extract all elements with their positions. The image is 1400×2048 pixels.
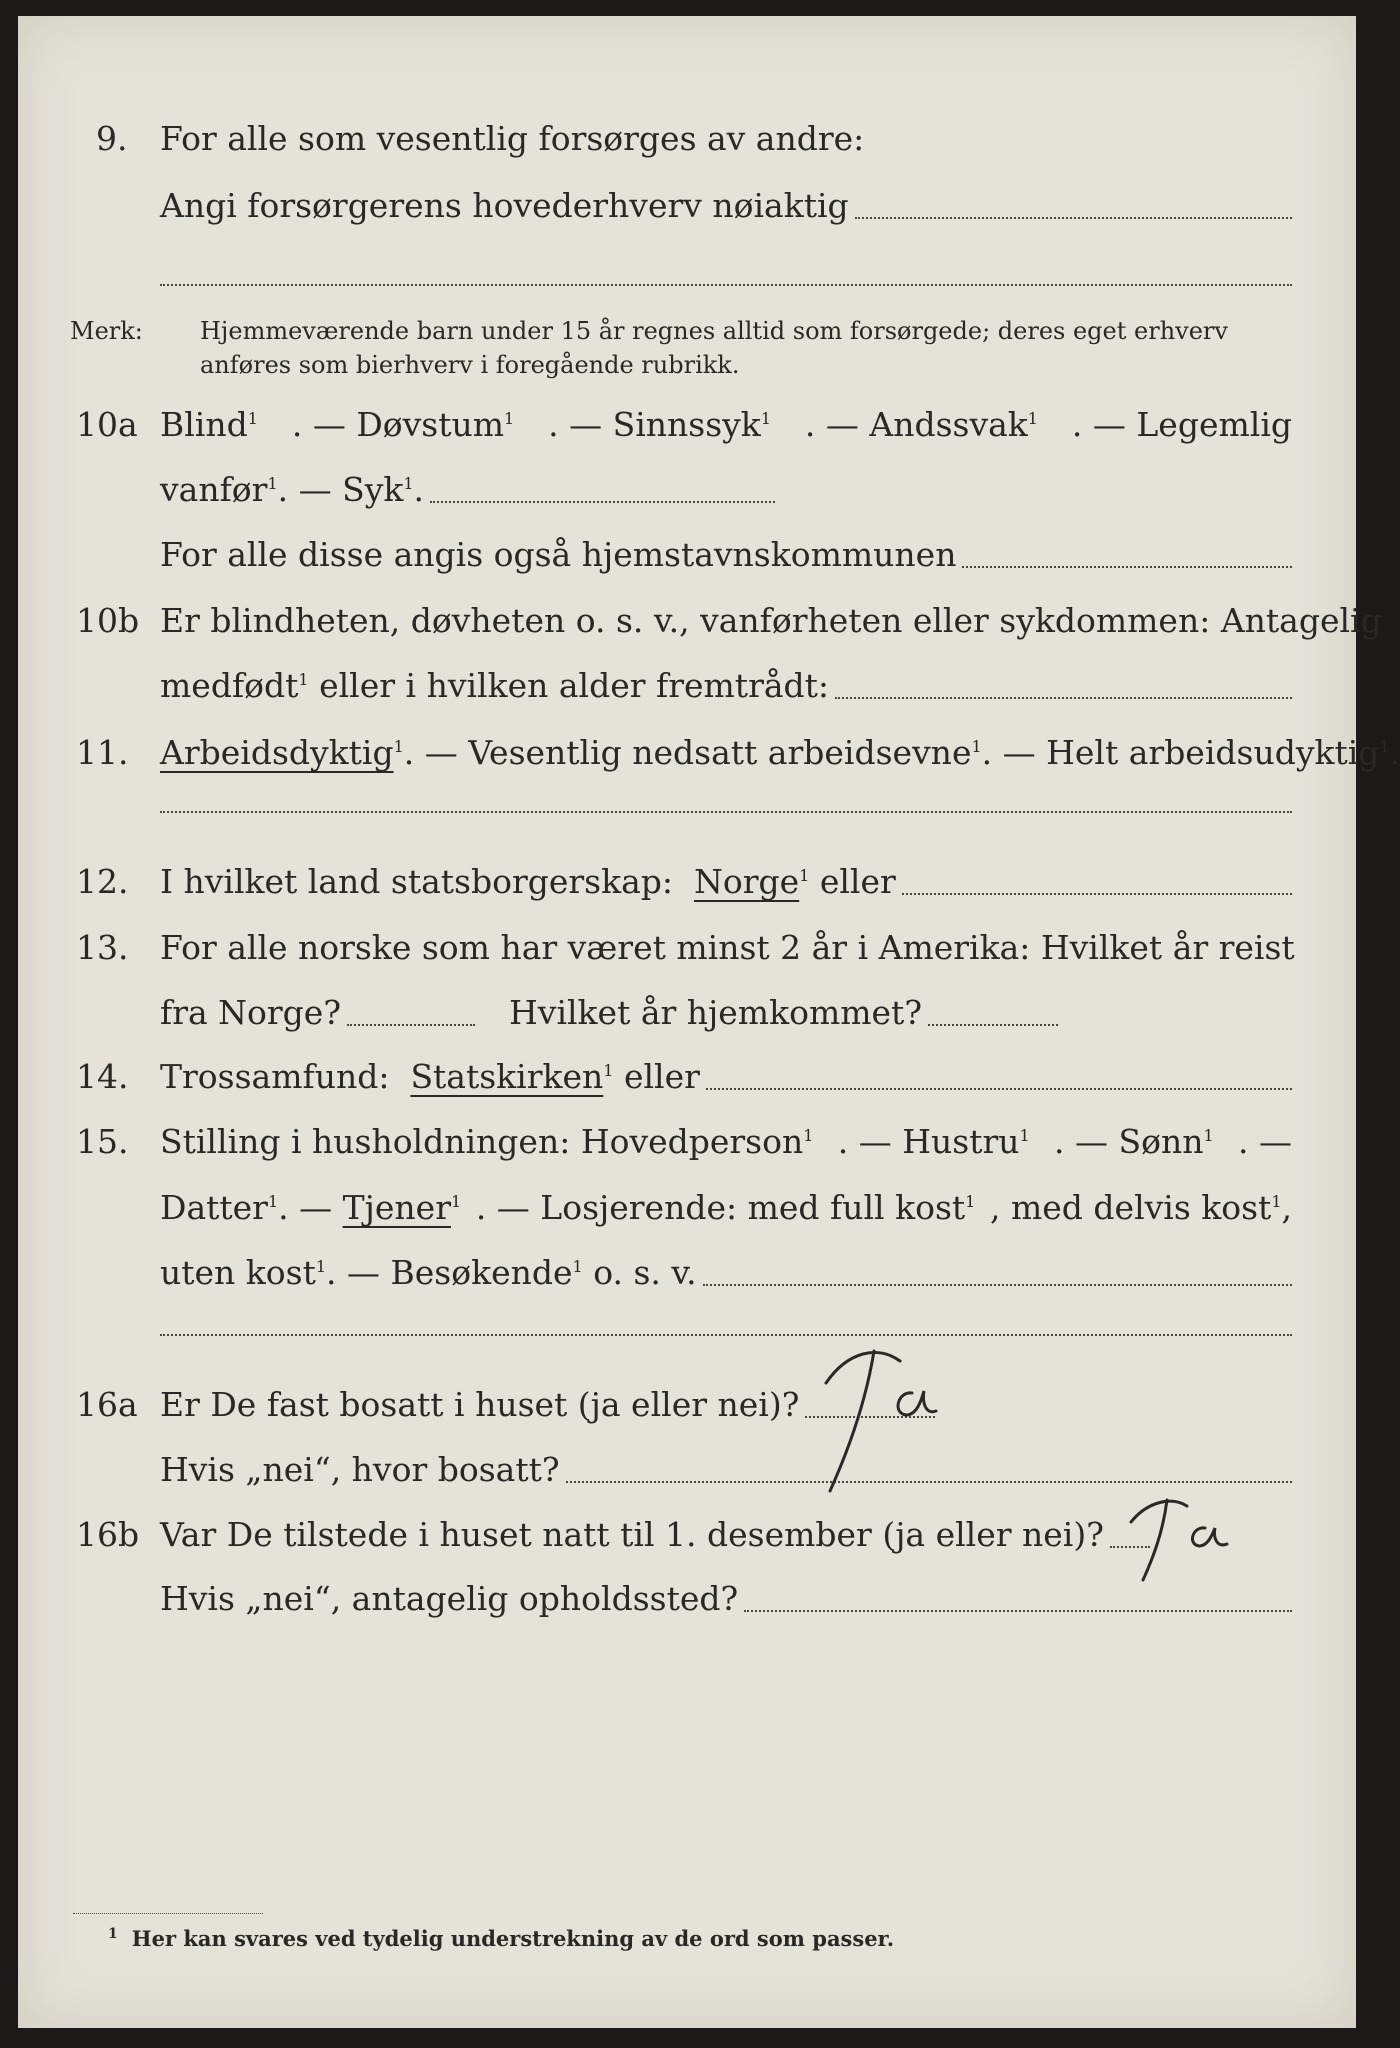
option-uten-kost: uten kost$^1$ [160,1253,327,1292]
footnote-mark: 1 [108,1926,118,1942]
q10b-line2 [18,661,1356,711]
q10b-onset-label: medfødt$^1$ eller i hvilken alder fremtrådt: [160,666,830,705]
q16b-whereabouts-label: Hvis „nei“, antagelig opholdssted? [160,1579,739,1618]
q16a-residence-label: Hvis „nei“, hvor bosatt? [160,1450,560,1489]
q15-line3 [18,1248,1356,1298]
answer-norge-underlined[interactable]: Norge [694,862,800,901]
q12-number: 12. [76,862,129,901]
handwritten-answer-ja-16a [808,1331,988,1511]
merk-line1: Hjemmeværende barn under 15 år regnes alltid som forsørgede; deres eget erhverv [200,317,1228,345]
home-municipality-label: For alle disse angis også hjemstavnskommunen [160,535,957,574]
q10a-line3 [18,530,1356,580]
q10a-line2 [18,465,1356,515]
q13-row [18,923,1356,973]
q10a-syk-answer-line[interactable] [430,501,775,503]
option-delvis-kost: , med delvis kost$^1$, [990,1188,1292,1227]
q13-text: For alle norske som har været minst 2 år i Amerika: Hvilket år reist [160,928,1295,967]
q14-answer-line[interactable] [706,1088,1292,1090]
q10b-text: Er blindheten, døvheten o. s. v., vanførheten eller sykdommen: Antagelig [160,601,1382,640]
q16a-number: 16a [76,1385,138,1424]
q9-text: For alle som vesentlig forsørges av andre: [160,119,865,158]
q10b-answer-line[interactable] [835,697,1292,699]
q14-label: Trossamfund: [160,1057,390,1096]
option-arbeidsudyktig: . — Helt arbeidsudyktig [981,733,1380,772]
q12-label: I hvilket land statsborgerskap: [160,862,674,901]
q11-row: 11. Arbeidsdyktig$^1$. — Vesentlig nedsatt arbeidsevne$^1$. — Helt arbeidsudyktig$^1$. [18,728,1356,778]
q13-number: 13. [76,928,129,967]
option-sonn: . — Sønn$^1$ [1054,1122,1214,1161]
option-hovedperson: Stilling i husholdningen: Hovedperson$^1$ [160,1122,814,1161]
answer-statskirken-underlined[interactable]: Statskirken [410,1057,604,1096]
option-datter: Datter$^1$. — Tjener$^1$ [160,1188,462,1227]
q9-answer-line[interactable] [855,217,1292,219]
option-sinnssyk: . — Sinnssyk$^1$ [548,405,771,444]
q9-number: 9. [96,119,128,158]
q15-number: 15. [76,1122,129,1161]
q13-return-answer-line[interactable] [928,1024,1058,1026]
merk-label: Merk: [70,317,143,345]
option-dovstum: . — Døvstum$^1$ [291,405,515,444]
q15-line2 [18,1183,1356,1233]
option-tjener-underlined[interactable]: Tjener [342,1188,451,1227]
q9-provider-occupation-label: Angi forsørgerens hovederhverv nøiaktig [160,186,849,225]
q12-row: 12. I hvilket land statsborgerskap: Norge$^1$ eller [18,857,1356,907]
handwritten-answer-ja-16b [1123,1488,1263,1588]
q9-row [18,114,1356,164]
footnote-rule [73,1913,263,1914]
option-legemlig: . — Legemlig [1071,405,1292,444]
q13-return-label: Hvilket år hjemkommet? [509,993,923,1032]
option-syk: . — Syk$^1$. [277,470,425,509]
merk-line2: anføres som bierhverv i foregående rubrikk. [200,351,740,379]
option-blind: Blind$^1$ [160,405,258,444]
q16a-label: Er De fast bosatt i huset (ja eller nei)? [160,1385,800,1424]
q16a-row [18,1380,1356,1430]
q10b-number: 10b [76,601,140,640]
option-besokende: . — Besøkende$^1$ o. s. v. [326,1253,697,1292]
q10a-row [18,400,1356,450]
option-vanfor: vanfør$^1$ [160,470,278,509]
q14-number: 14. [76,1057,129,1096]
q11-number: 11. [76,733,129,772]
q12-answer-line[interactable] [902,893,1292,895]
q13-line2 [18,988,1356,1038]
option-losjerende-full-kost: . — Losjerende: med full kost$^1$ [475,1188,976,1227]
q15-extra-answer-line[interactable] [160,1334,1292,1336]
q16b-number: 16b [76,1515,140,1554]
q14-row: 14. Trossamfund: Statskirken$^1$ eller [18,1052,1356,1102]
census-form-page [18,16,1400,2028]
option-nedsatt-arbeidsevne: . — Vesentlig nedsatt arbeidsevne [403,733,972,772]
q16b-whereabouts-answer-line[interactable] [744,1610,1292,1612]
q10a-number: 10a [76,405,138,444]
footnote-text: Her kan svares ved tydelig understrekning av de ord som passer. [131,1926,895,1951]
q16b-label: Var De tilstede i huset natt til 1. desember (ja eller nei)? [160,1515,1104,1554]
option-hustru: . — Hustru$^1$ [837,1122,1030,1161]
q15-answer-line[interactable] [703,1284,1292,1286]
q13-departure-answer-line[interactable] [347,1024,475,1026]
q13-departure-label: fra Norge? [160,993,342,1032]
home-municipality-answer-line[interactable] [962,566,1292,568]
option-arbeidsdyktig-underlined[interactable]: Arbeidsdyktig [160,733,394,772]
option-andssvak: . — Andssvak$^1$ [804,405,1038,444]
q15-row: 15. Stilling i husholdningen: Hovedperson$^1$ . — Hustru$^1$ . — Sønn$^1$ . — [18,1117,1356,1167]
q10b-row [18,596,1382,646]
q11-answer-line[interactable] [160,811,1292,813]
footnote [108,1926,894,1951]
q9-line2 [18,181,1356,231]
q9-extra-answer-line[interactable] [160,284,1292,286]
